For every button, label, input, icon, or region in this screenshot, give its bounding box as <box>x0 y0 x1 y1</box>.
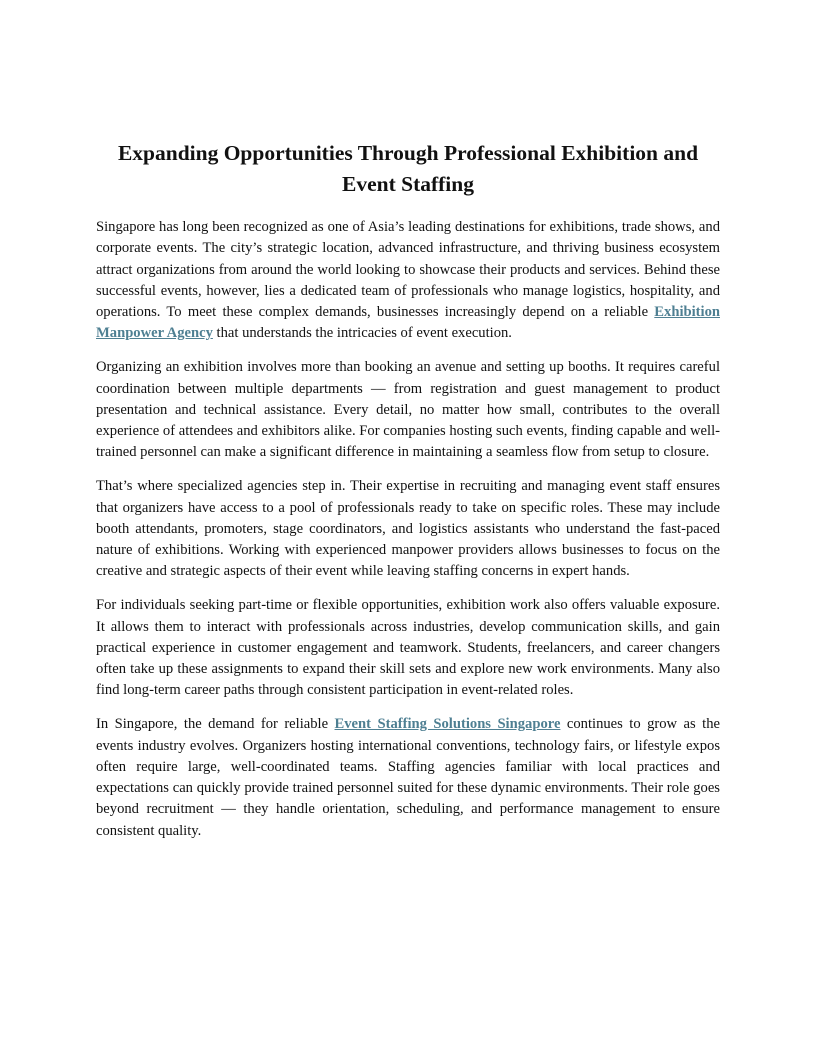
document-title: Expanding Opportunities Through Professional Exhibition and Event Staffing <box>117 141 699 196</box>
exhibition-manpower-agency-link[interactable]: Exhibition Manpower Agency <box>96 304 720 342</box>
document-page <box>96 138 720 855</box>
paragraph-1-text-before: Singapore has long been recognized as one of Asia’s leading destinations for exhibitions, trade shows, and corporate events. The city’s strategic location, advanced infrastructure, and thriving business ecosystem attract organizations from around the world looking to showcase their products and services. Behind these successful events, however, lies a dedicated team of professionals who manage logistics, hospitality, and operations. To meet these complex demands, businesses increasingly depend on a reliable <box>96 219 720 321</box>
paragraph-5 <box>96 714 720 842</box>
paragraph-5-text-before: In Singapore, the demand for reliable <box>96 716 335 733</box>
paragraph-1-text-after: that understands the intricacies of event execution. <box>212 325 512 342</box>
paragraph-4: For individuals seeking part-time or flexible opportunities, exhibition work also offers valuable exposure. It allows them to interact with professionals across industries, develop communication skills, and gain practical experience in customer engagement and teamwork. Students, freelancers, and career changers often take up these assignments to expand their skill sets and explore new work environments. Many also find long-term career paths through consistent participation in event-related roles. <box>96 597 720 699</box>
paragraph-1 <box>96 217 720 345</box>
event-staffing-solutions-link[interactable]: Event Staffing Solutions Singapore <box>334 716 561 733</box>
paragraph-2: Organizing an exhibition involves more than booking an avenue and setting up booths. It requires careful coordination between multiple departments — from registration and guest management to product presentation and technical assistance. Every detail, no matter how small, contributes to the overall experience of attendees and exhibitors alike. For companies hosting such events, finding capable and well-trained personnel can make a significant difference in maintaining a seamless flow from setup to closure. <box>96 359 720 461</box>
paragraph-3: That’s where specialized agencies step in. Their expertise in recruiting and managing event staff ensures that organizers have access to a pool of professionals ready to take on specific roles. These may include booth attendants, promoters, stage coordinators, and logistics assistants who understand the fast-paced nature of exhibitions. Working with experienced manpower providers allows businesses to focus on the creative and strategic aspects of their event while leaving staffing concerns in expert hands. <box>96 478 720 580</box>
paragraph-5-text-after: continues to grow as the events industry evolves. Organizers hosting international conventions, technology fairs, or lifestyle expos often require large, well-coordinated teams. Staffing agencies familiar with local practices and expectations can quickly provide trained personnel suited for these dynamic environments. Their role goes beyond recruitment — they handle orientation, scheduling, and performance management to ensure consistent quality. <box>96 716 720 839</box>
